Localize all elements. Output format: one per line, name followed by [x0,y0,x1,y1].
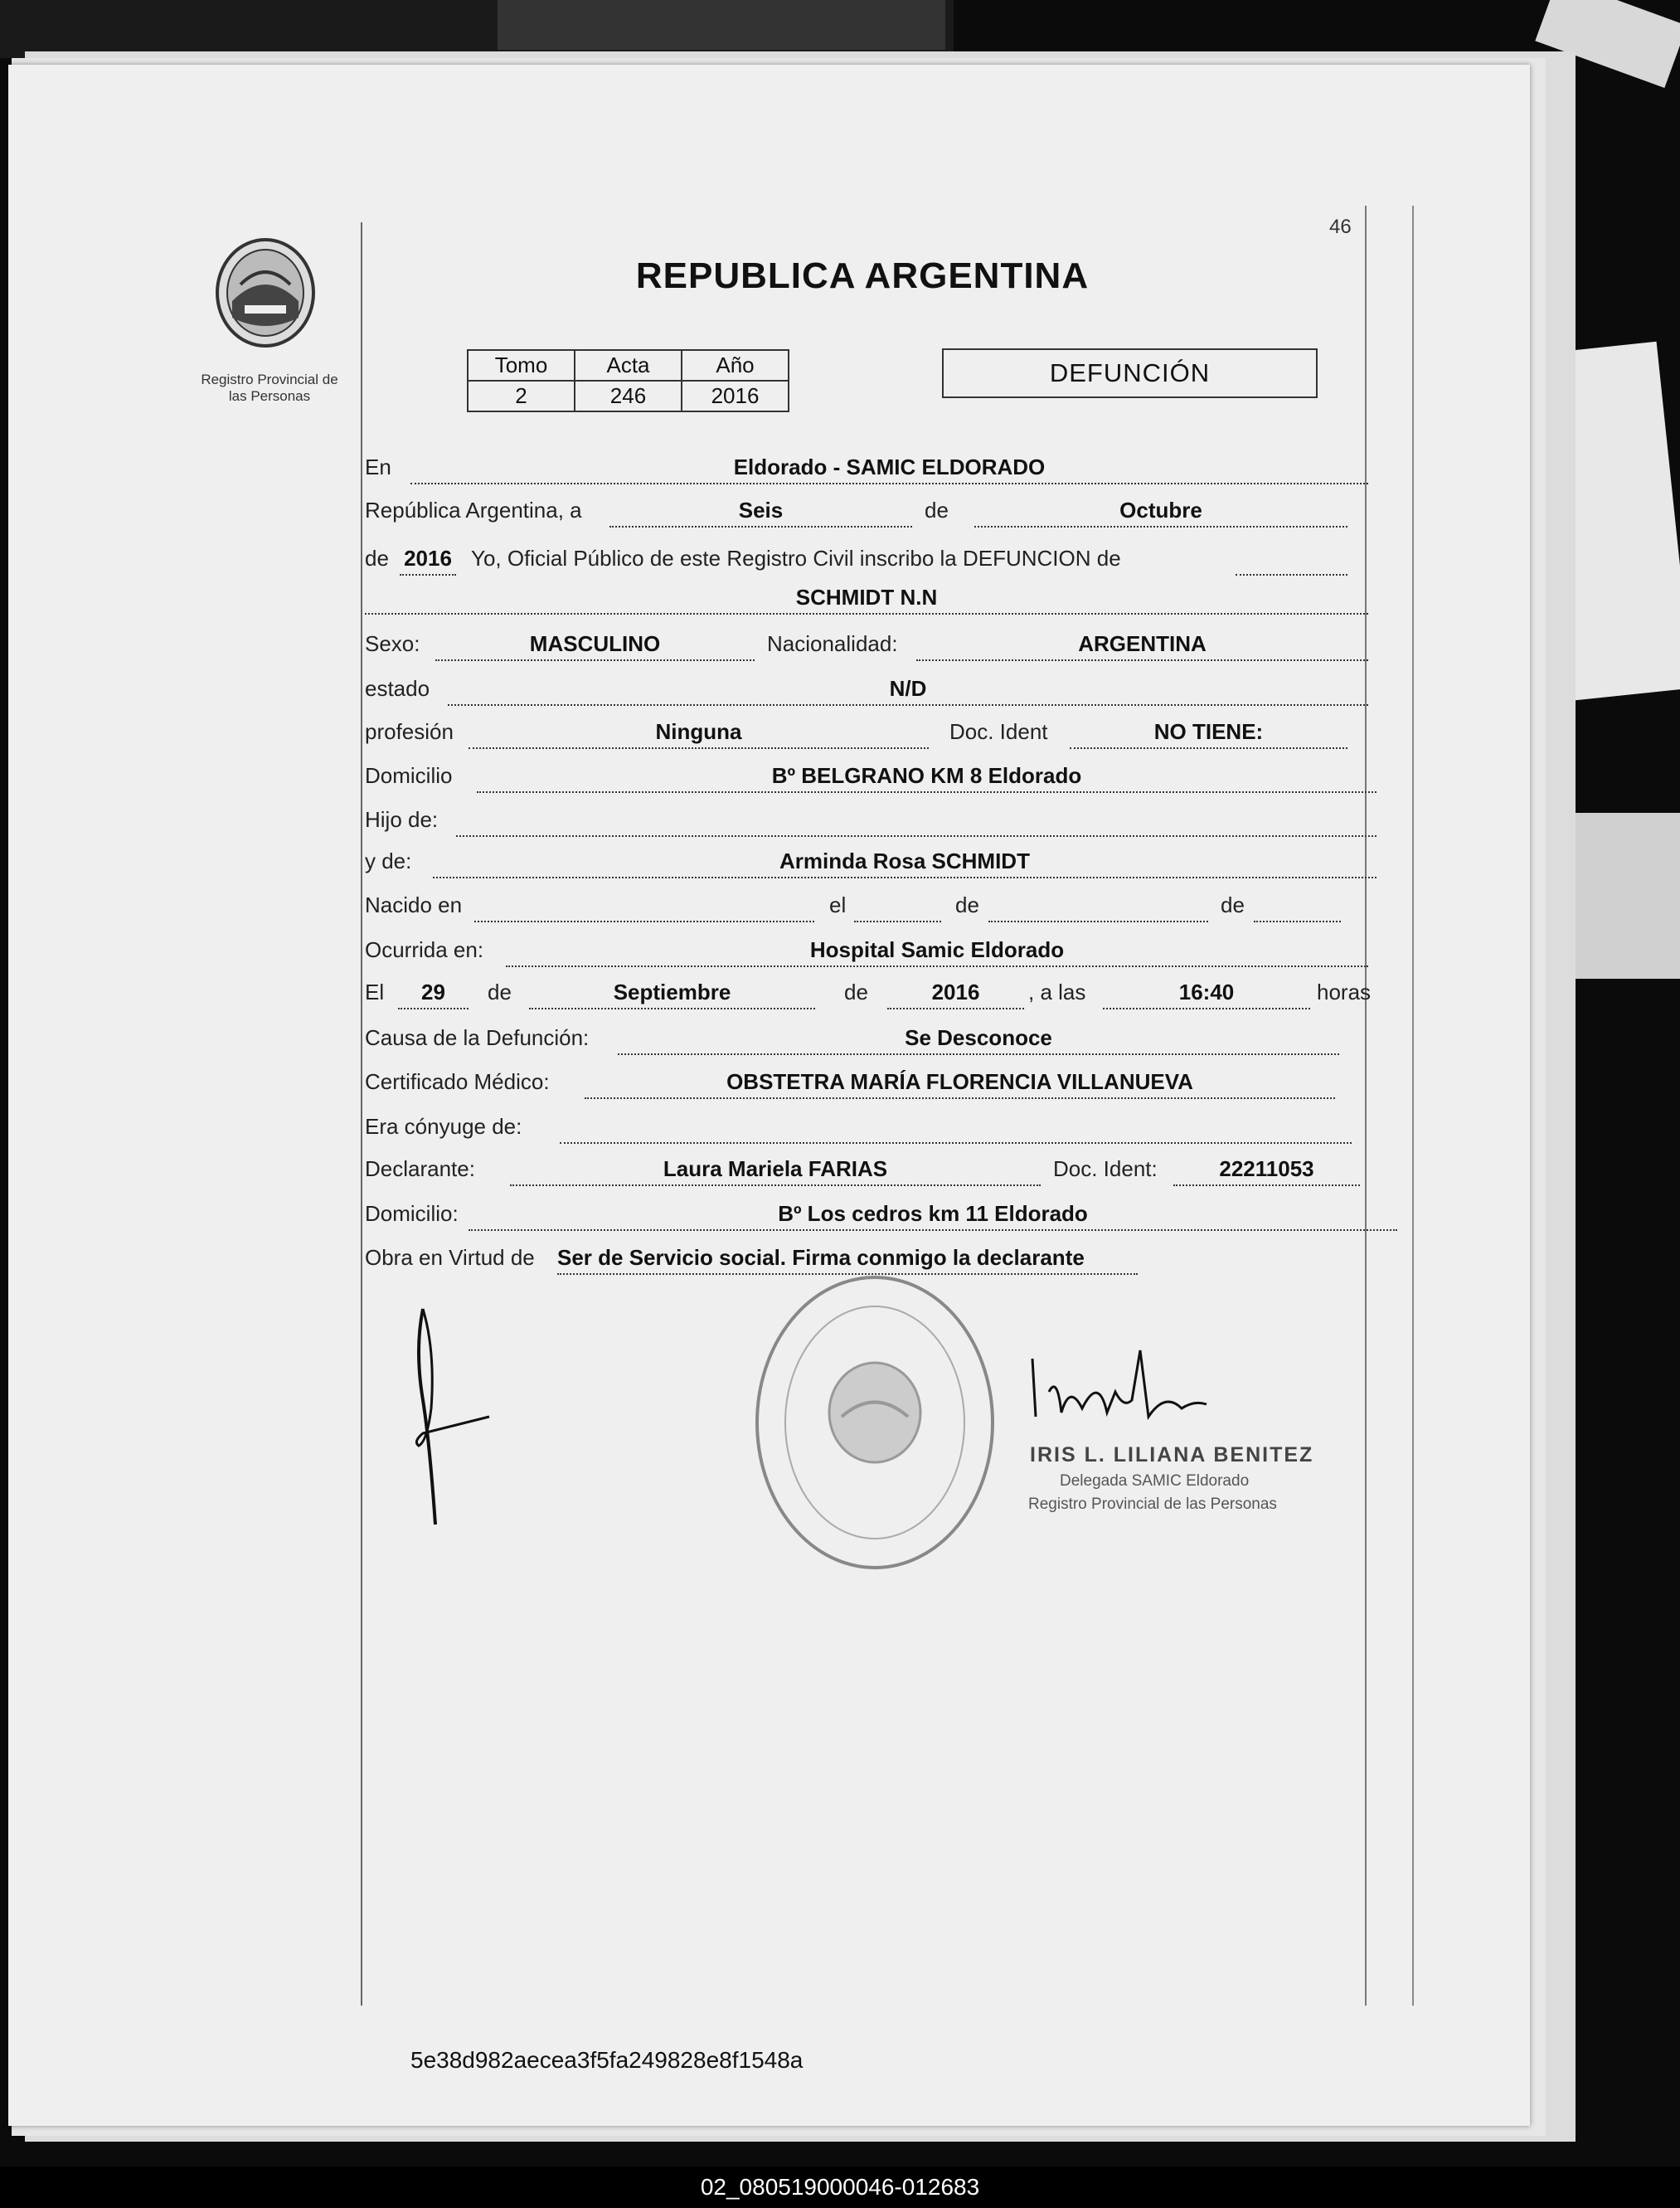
field-nacido-anio [1254,892,1341,922]
registry-caption: Registro Provincial de las Personas [201,372,338,404]
left-signature-icon [406,1301,506,1533]
field-profesion: Ninguna [469,719,929,749]
signature-org: Registro Provincial de las Personas [1028,1496,1277,1513]
label-domicilio2: Domicilio: [365,1201,459,1226]
row-domicilio [365,763,1381,796]
row-sexo [365,631,1372,664]
left-margin-line [361,222,362,2006]
field-fecha-anio: 2016 [887,980,1024,1009]
document-title: REPUBLICA ARGENTINA [635,255,1090,296]
field-doc-ident2: 22211053 [1173,1156,1360,1186]
label-yde: y de: [365,849,412,873]
label-domicilio: Domicilio [365,763,453,788]
row-nombre [365,585,1372,618]
label-republica: República Argentina, a [365,498,582,523]
field-fecha-dia: 29 [398,980,469,1009]
field-oficial-tail [1236,546,1347,576]
field-mes: Octubre [974,498,1347,528]
field-declarante: Laura Mariela FARIAS [510,1156,1041,1186]
label-nacionalidad: Nacionalidad: [767,631,898,656]
label-el: el [829,892,847,917]
row-yde [365,849,1381,882]
ref-header-acta: Acta [575,350,682,381]
field-anio: 2016 [400,546,456,576]
field-conyuge [560,1114,1352,1144]
record-type-box: DEFUNCIÓN [942,348,1318,398]
label-conyuge: Era cónyuge de: [365,1114,522,1139]
field-estado: N/D [448,676,1368,706]
row-domicilio2 [365,1201,1401,1234]
row-profesion [365,719,1372,752]
field-nombre: SCHMIDT N.N [365,585,1368,615]
label-nacido: Nacido en [365,892,463,917]
field-nacido-mes [988,892,1208,922]
reference-table [467,349,789,412]
field-fecha-mes: Septiembre [529,980,815,1009]
right-signature-icon [1024,1342,1215,1433]
label-certificado: Certificado Médico: [365,1069,550,1094]
signature-role: Delegada SAMIC Eldorado [1060,1472,1250,1490]
label-anio-prefix: de [365,546,389,571]
official-stamp-icon [750,1272,999,1574]
provincial-seal-icon [211,235,319,351]
label-declarante: Declarante: [365,1156,475,1181]
row-certificado [365,1069,1381,1102]
oficial-text: Yo, Oficial Público de este Registro Civil inscribo la DEFUNCION de [471,546,1121,571]
label-de: de [925,498,949,523]
row-conyuge [365,1114,1381,1147]
label-sexo: Sexo: [365,631,420,656]
ref-header-anio: Año [682,350,789,381]
label-fecha-de: de [488,980,512,1004]
label-profesion: profesión [365,719,454,744]
field-nacido-dia [854,892,941,922]
row-causa [365,1025,1381,1058]
row-ocurrida [365,937,1381,970]
row-nacido [365,892,1381,926]
row-en [365,455,1372,488]
document-hash: 5e38d982aecea3f5fa249828e8f1548a [410,2047,804,2073]
background-strip [498,0,945,50]
ref-value-acta: 246 [575,381,682,411]
ref-value-tomo: 2 [468,381,575,411]
label-fecha-de2: de [844,980,868,1004]
label-nacido-de2: de [1221,892,1245,917]
row-fecha [365,980,1381,1013]
field-nacionalidad: ARGENTINA [916,631,1368,661]
field-yde: Arminda Rosa SCHMIDT [433,849,1377,878]
label-horas: horas [1317,980,1372,1004]
row-declarante [365,1156,1381,1189]
field-domicilio: Bº BELGRANO KM 8 Eldorado [477,763,1377,793]
row-oficial [365,546,1372,579]
field-hijo [456,807,1377,837]
field-causa: Se Desconoce [618,1025,1339,1055]
right-margin-line-outer [1412,206,1414,2006]
label-causa: Causa de la Defunción: [365,1025,590,1050]
field-hora: 16:40 [1103,980,1310,1009]
ref-header-tomo: Tomo [468,350,575,381]
field-domicilio2: Bº Los cedros km 11 Eldorado [469,1201,1397,1231]
row-hijo [365,807,1381,840]
field-ocurrida: Hospital Samic Eldorado [506,937,1368,967]
label-ocurrida: Ocurrida en: [365,937,484,962]
label-nacido-de: de [955,892,979,917]
label-El: El [365,980,385,1004]
page-number: 46 [1329,216,1352,238]
footer-id: 02_080519000046-012683 [0,2167,1680,2208]
document-page [8,65,1530,2126]
signature-name: IRIS L. LILIANA BENITEZ [1030,1443,1314,1466]
label-doc-ident2: Doc. Ident: [1053,1156,1158,1181]
label-hijo: Hijo de: [365,807,439,832]
field-certificado: OBSTETRA MARÍA FLORENCIA VILLANUEVA [585,1069,1335,1099]
label-en: En [365,455,391,479]
label-alas: , a las [1028,980,1086,1004]
label-estado: estado [365,676,430,701]
field-obra: Ser de Servicio social. Firma conmigo la declarante [557,1245,1138,1275]
ref-value-anio: 2016 [682,381,789,411]
field-doc-ident: NO TIENE: [1070,719,1347,749]
row-estado [365,676,1372,709]
field-dia: Seis [609,498,912,528]
label-doc-ident: Doc. Ident [949,719,1048,744]
field-en: Eldorado - SAMIC ELDORADO [410,455,1368,484]
field-nacido-lugar [474,892,814,922]
row-republica [365,498,1372,531]
field-sexo: MASCULINO [435,631,755,661]
label-obra: Obra en Virtud de [365,1245,535,1270]
